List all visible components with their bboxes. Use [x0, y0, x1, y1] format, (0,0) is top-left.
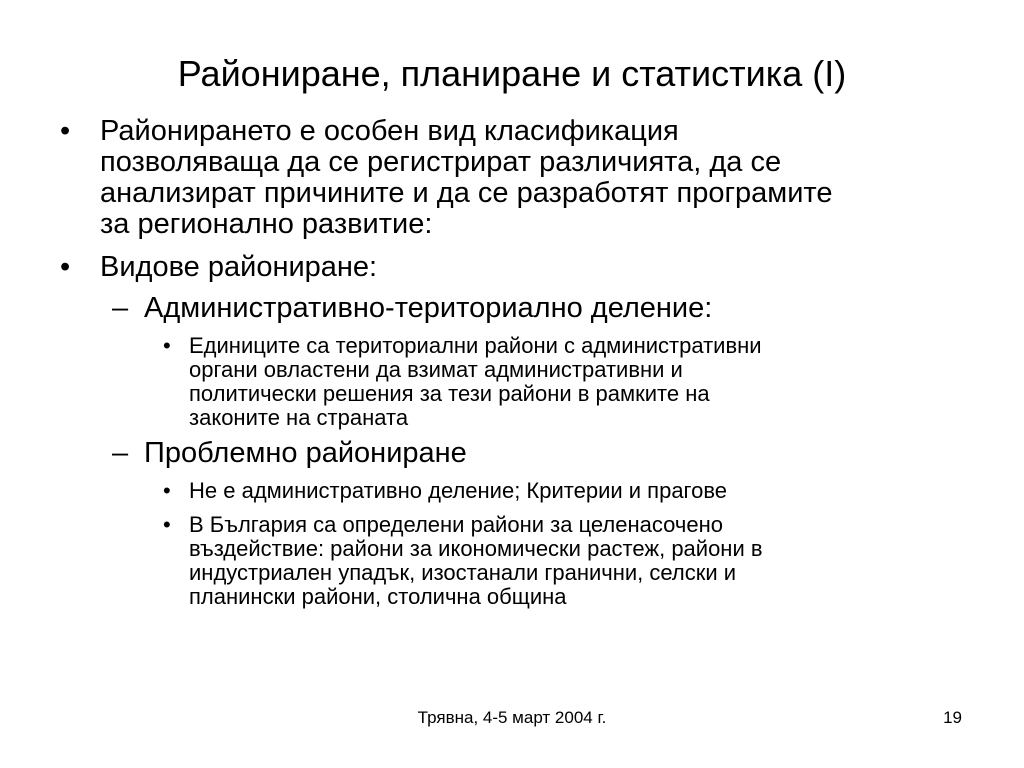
footer-event-date: Трявна, 4-5 март 2004 г. — [417, 708, 607, 727]
text-line: позволяваща да се регистрират различията, да се — [100, 146, 782, 178]
text-line: Проблемно райониране — [144, 437, 467, 469]
bullet-item-zoning-types — [0, 252, 1024, 283]
text-line: Единиците са териториални райони с административни — [189, 333, 762, 358]
text-line: Районирането е особен вид класификация — [100, 115, 679, 147]
bullet-item-zoning-definition — [0, 116, 1024, 240]
text-line: Административно-териториално деление: — [144, 292, 713, 324]
text-line: Видове райониране: — [100, 251, 378, 283]
dash-icon: – — [112, 437, 129, 469]
bullet-icon: • — [60, 251, 71, 283]
bullet-icon: • — [60, 115, 71, 147]
text-line: политически решения за тези райони в рамките на — [189, 381, 710, 406]
page-number: 19 — [943, 708, 962, 727]
text-line: В България са определени райони за целенасочено — [189, 512, 723, 537]
text-line: индустриален упадък, изостанали гранични, селски и — [189, 560, 737, 585]
sub-bullet-item-bulgaria-regions — [0, 513, 1024, 609]
slide-body — [0, 116, 1024, 609]
dash-icon: – — [112, 292, 129, 324]
sub-bullet-item-territorial-units — [0, 334, 1024, 430]
text-line: органи овластени да взимат административни и — [189, 357, 683, 382]
dash-item-problem-zoning — [0, 438, 1024, 469]
slide-title: Райониране, планиране и статистика (I) — [177, 53, 847, 94]
text-line: за регионално развитие: — [100, 208, 433, 240]
bullet-icon: • — [163, 512, 171, 537]
text-line: анализират причините и да се разработят програмите — [100, 177, 833, 209]
text-line: въздействие: райони за икономически растеж, райони в — [189, 536, 763, 561]
dash-item-administrative-division — [0, 293, 1024, 324]
text-line: планински райони, столична община — [189, 584, 567, 609]
sub-bullet-item-criteria — [0, 479, 1024, 503]
bullet-icon: • — [163, 478, 171, 503]
text-line: Не е административно деление; Критерии и прагове — [189, 478, 728, 503]
bullet-icon: • — [163, 333, 171, 358]
text-line: законите на страната — [189, 405, 409, 430]
